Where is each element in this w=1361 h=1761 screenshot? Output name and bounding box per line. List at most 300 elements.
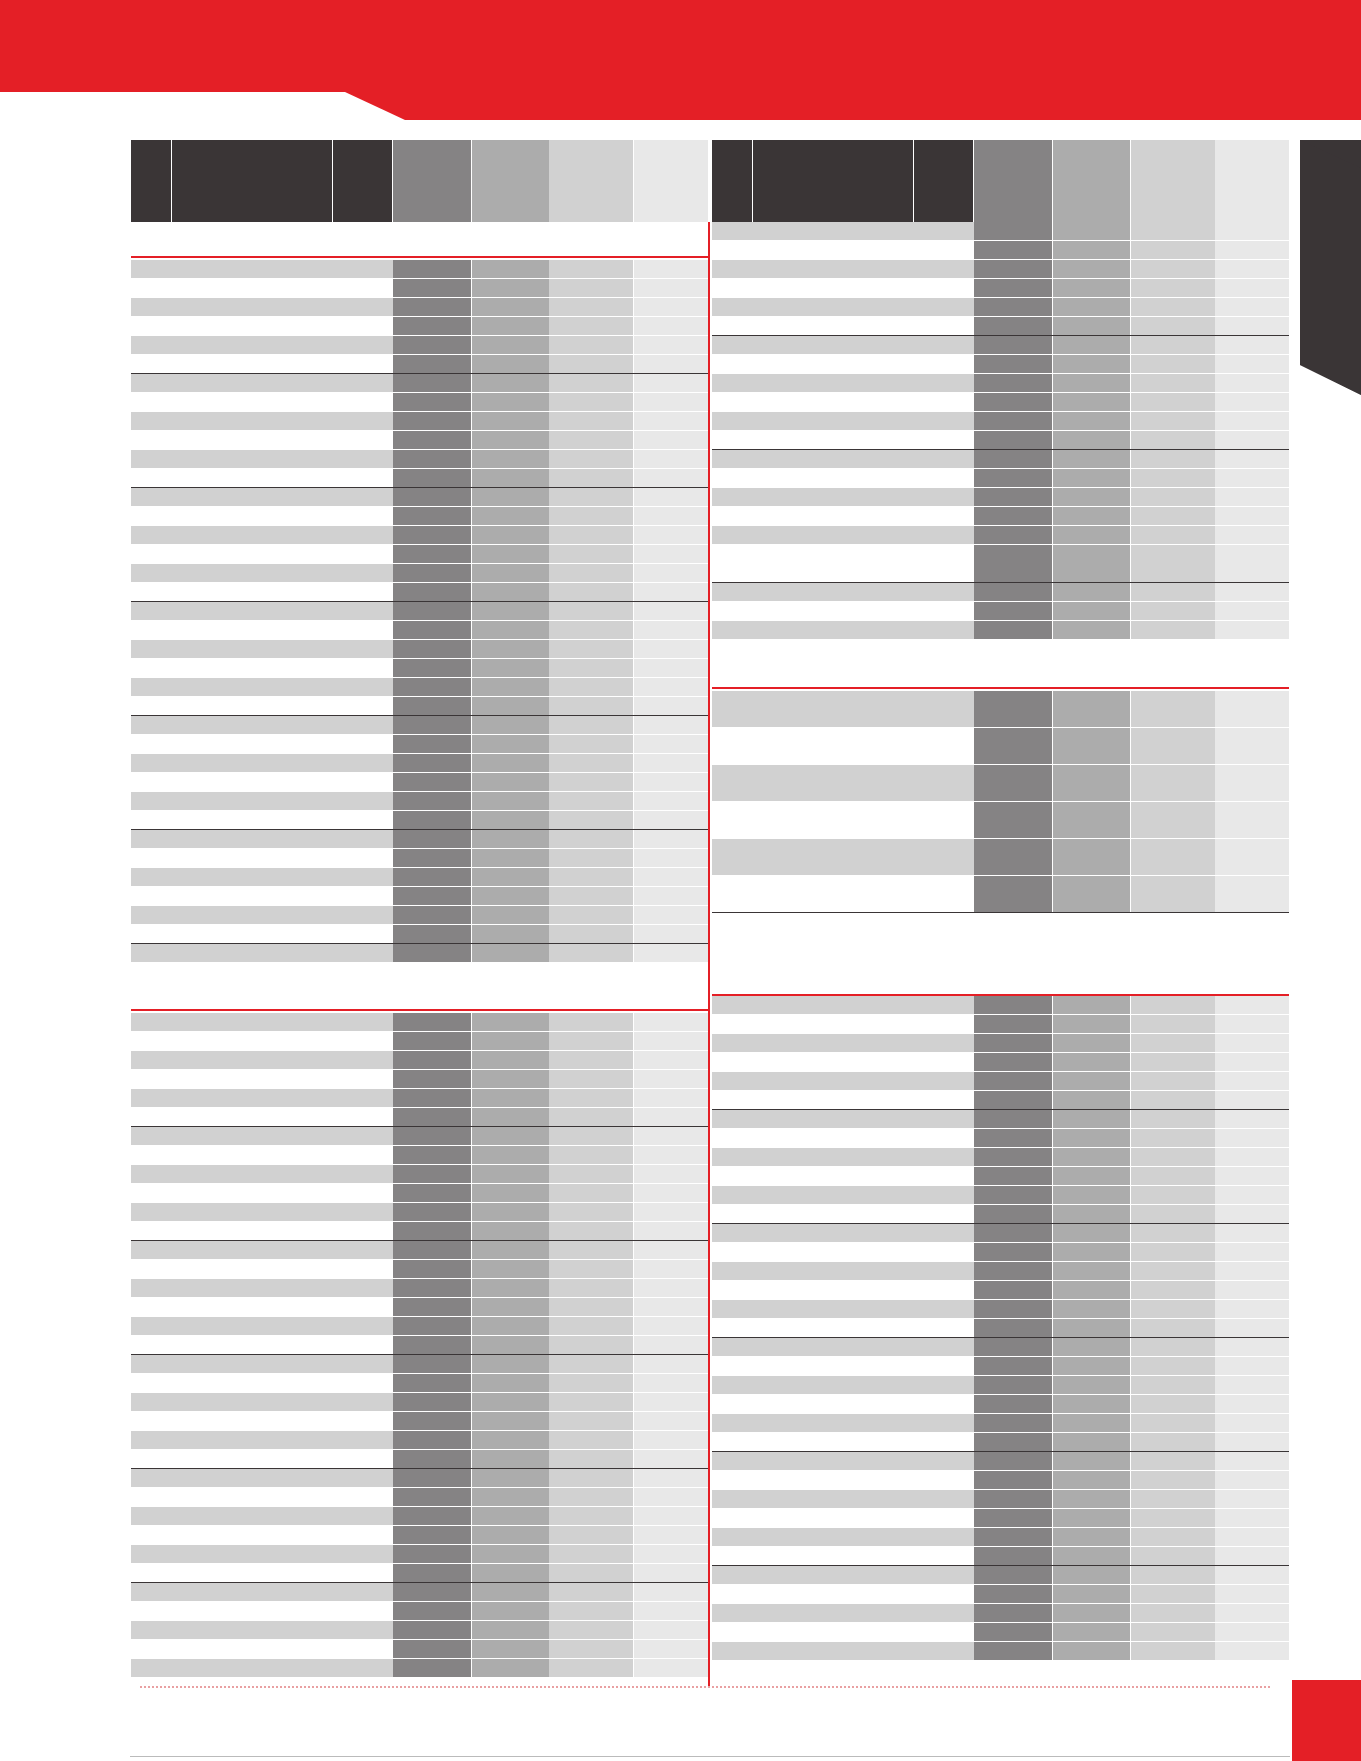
table-cell-left xyxy=(393,659,471,678)
table-cell-right xyxy=(1131,1357,1215,1376)
table-row-left xyxy=(131,1374,393,1393)
table-row-left xyxy=(131,393,393,412)
table-cell-left xyxy=(549,336,633,355)
table-cell-left xyxy=(472,488,549,507)
table-cell-right xyxy=(1215,412,1289,431)
table-cell-right xyxy=(1215,1053,1289,1072)
table-cell-left xyxy=(393,773,471,792)
table-cell-right xyxy=(1053,1338,1130,1357)
table-cell-left xyxy=(472,336,549,355)
table-cell-left xyxy=(549,1621,633,1640)
table-row-right xyxy=(712,1186,974,1205)
table-row-left xyxy=(131,488,393,507)
table-cell-right xyxy=(1053,1395,1130,1414)
table-cell-left xyxy=(634,1564,708,1583)
table-cell-right xyxy=(1131,1452,1215,1471)
table-row-right xyxy=(712,996,974,1015)
table-cell-right xyxy=(1053,876,1130,913)
table-cell-left xyxy=(472,1583,549,1602)
table-cell-right xyxy=(1131,222,1215,241)
table-cell-left xyxy=(634,355,708,374)
table-row-right xyxy=(712,1262,974,1281)
table-cell-right xyxy=(974,1281,1052,1300)
table-cell-left xyxy=(472,1051,549,1070)
table-cell-left xyxy=(472,1298,549,1317)
table-cell-left xyxy=(549,412,633,431)
section-rule-left-1 xyxy=(131,256,708,258)
table-cell-left xyxy=(634,1165,708,1184)
table-cell-right xyxy=(1215,1642,1289,1661)
table-cell-right xyxy=(1053,526,1130,545)
table-row-left xyxy=(131,735,393,754)
table-cell-right xyxy=(1053,1148,1130,1167)
table-cell-left xyxy=(549,260,633,279)
table-cell-right xyxy=(974,1072,1052,1091)
table-cell-left xyxy=(549,279,633,298)
table-row-right xyxy=(712,1129,974,1148)
table-cell-right xyxy=(1215,1547,1289,1566)
table-cell-left xyxy=(634,1640,708,1659)
table-cell-left xyxy=(549,754,633,773)
table-cell-left xyxy=(472,526,549,545)
table-cell-left xyxy=(393,1165,471,1184)
table-cell-left xyxy=(393,1184,471,1203)
table-cell-left xyxy=(634,1355,708,1374)
table-cell-right xyxy=(1215,1281,1289,1300)
table-cell-right xyxy=(1215,1072,1289,1091)
table-cell-left xyxy=(393,678,471,697)
table-row-right xyxy=(712,802,974,839)
table-cell-left xyxy=(472,868,549,887)
table-cell-left xyxy=(634,1336,708,1355)
table-cell-right xyxy=(1131,1129,1215,1148)
table-row-right xyxy=(712,317,974,336)
table-cell-left xyxy=(393,488,471,507)
table-cell-right xyxy=(974,1490,1052,1509)
table-row-left xyxy=(131,868,393,887)
header-dark-right-0 xyxy=(712,140,752,222)
table-row-left xyxy=(131,1013,393,1032)
table-cell-left xyxy=(634,697,708,716)
table-cell-left xyxy=(393,1659,471,1678)
table-cell-left xyxy=(634,431,708,450)
table-cell-left xyxy=(393,1640,471,1659)
table-cell-left xyxy=(549,1203,633,1222)
table-cell-left xyxy=(472,1659,549,1678)
table-cell-left xyxy=(549,1260,633,1279)
table-cell-right xyxy=(1053,412,1130,431)
table-cell-right xyxy=(1131,1604,1215,1623)
table-cell-left xyxy=(549,583,633,602)
table-cell-right xyxy=(1131,1091,1215,1110)
section-rule-right-1 xyxy=(712,687,1289,689)
table-cell-right xyxy=(974,1167,1052,1186)
table-row-left xyxy=(131,1545,393,1564)
table-cell-right xyxy=(1131,1205,1215,1224)
table-cell-left xyxy=(393,1469,471,1488)
table-cell-right xyxy=(1053,488,1130,507)
header-col-right-3 xyxy=(1215,140,1289,222)
table-cell-right xyxy=(974,1053,1052,1072)
table-row-left xyxy=(131,1146,393,1165)
table-cell-right xyxy=(1053,1072,1130,1091)
table-cell-left xyxy=(472,697,549,716)
table-row-right xyxy=(712,1015,974,1034)
table-cell-right xyxy=(974,1395,1052,1414)
table-cell-right xyxy=(1053,621,1130,640)
table-cell-left xyxy=(472,830,549,849)
table-cell-left xyxy=(549,1317,633,1336)
table-cell-left xyxy=(634,1127,708,1146)
table-cell-right xyxy=(1131,728,1215,765)
table-cell-right xyxy=(974,1433,1052,1452)
table-cell-left xyxy=(393,1507,471,1526)
table-cell-right xyxy=(1215,431,1289,450)
table-cell-right xyxy=(974,1585,1052,1604)
table-cell-right xyxy=(1131,1433,1215,1452)
table-row-left xyxy=(131,678,393,697)
table-cell-left xyxy=(634,583,708,602)
header-dark-left-1 xyxy=(172,140,332,222)
table-cell-left xyxy=(472,1545,549,1564)
table-cell-right xyxy=(1215,279,1289,298)
table-cell-right xyxy=(1215,1148,1289,1167)
table-cell-left xyxy=(472,659,549,678)
table-cell-left xyxy=(549,792,633,811)
header-col-left-3 xyxy=(634,140,708,222)
table-row-right xyxy=(712,241,974,260)
table-cell-left xyxy=(472,1336,549,1355)
table-cell-right xyxy=(974,317,1052,336)
table-cell-right xyxy=(1131,1319,1215,1338)
table-cell-left xyxy=(634,1450,708,1469)
table-cell-right xyxy=(974,488,1052,507)
table-row-left xyxy=(131,754,393,773)
table-cell-right xyxy=(1215,298,1289,317)
table-cell-right xyxy=(1131,602,1215,621)
table-cell-left xyxy=(634,1621,708,1640)
table-cell-left xyxy=(472,450,549,469)
table-cell-left xyxy=(393,1070,471,1089)
table-cell-left xyxy=(393,1222,471,1241)
table-cell-left xyxy=(634,1602,708,1621)
table-row-left xyxy=(131,1070,393,1089)
table-cell-left xyxy=(634,1222,708,1241)
table-cell-left xyxy=(634,1469,708,1488)
header-col-right-1 xyxy=(1053,140,1130,222)
table-row-left xyxy=(131,431,393,450)
table-cell-right xyxy=(1215,336,1289,355)
table-cell-right xyxy=(1053,1110,1130,1129)
table-row-right xyxy=(712,279,974,298)
table-cell-left xyxy=(634,1279,708,1298)
table-row-right xyxy=(712,1148,974,1167)
table-cell-left xyxy=(393,469,471,488)
table-cell-left xyxy=(549,355,633,374)
table-cell-right xyxy=(1053,996,1130,1015)
header-col-left-2 xyxy=(549,140,633,222)
table-cell-right xyxy=(1131,1547,1215,1566)
table-cell-left xyxy=(472,925,549,944)
table-cell-left xyxy=(393,868,471,887)
table-cell-right xyxy=(974,241,1052,260)
table-cell-left xyxy=(549,1355,633,1374)
table-row-left xyxy=(131,1051,393,1070)
table-row-left xyxy=(131,906,393,925)
table-cell-left xyxy=(393,1203,471,1222)
table-cell-right xyxy=(1053,1509,1130,1528)
table-cell-right xyxy=(974,355,1052,374)
table-row-right xyxy=(712,1395,974,1414)
table-cell-left xyxy=(634,393,708,412)
table-row-left xyxy=(131,1279,393,1298)
table-cell-right xyxy=(1053,545,1130,583)
table-cell-right xyxy=(1053,1319,1130,1338)
table-cell-left xyxy=(634,659,708,678)
table-cell-left xyxy=(549,944,633,963)
table-cell-right xyxy=(1053,1528,1130,1547)
table-cell-left xyxy=(472,1127,549,1146)
table-cell-left xyxy=(549,1450,633,1469)
table-row-right xyxy=(712,839,974,876)
table-cell-left xyxy=(549,1013,633,1032)
table-row-right xyxy=(712,1642,974,1661)
table-cell-right xyxy=(1215,1528,1289,1547)
table-cell-right xyxy=(1053,1262,1130,1281)
table-cell-right xyxy=(974,298,1052,317)
table-row-left xyxy=(131,1431,393,1450)
table-cell-left xyxy=(549,431,633,450)
table-cell-right xyxy=(1215,450,1289,469)
table-row-left xyxy=(131,317,393,336)
table-cell-left xyxy=(549,1640,633,1659)
table-cell-right xyxy=(1131,1015,1215,1034)
table-cell-left xyxy=(549,469,633,488)
table-cell-right xyxy=(1053,839,1130,876)
table-cell-left xyxy=(549,1184,633,1203)
table-cell-right xyxy=(974,545,1052,583)
table-cell-left xyxy=(634,1146,708,1165)
header-dark-left-2 xyxy=(333,140,392,222)
table-row-right xyxy=(712,431,974,450)
table-cell-left xyxy=(634,1108,708,1127)
table-cell-right xyxy=(974,1148,1052,1167)
table-cell-left xyxy=(472,1431,549,1450)
table-cell-right xyxy=(1053,1053,1130,1072)
table-cell-right xyxy=(1131,1110,1215,1129)
table-cell-right xyxy=(1053,802,1130,839)
table-cell-right xyxy=(1053,355,1130,374)
table-cell-right xyxy=(1215,1452,1289,1471)
table-cell-left xyxy=(549,716,633,735)
table-cell-right xyxy=(1053,1471,1130,1490)
table-cell-left xyxy=(634,925,708,944)
table-row-left xyxy=(131,1298,393,1317)
table-cell-left xyxy=(634,830,708,849)
table-cell-right xyxy=(1215,1376,1289,1395)
table-row-right xyxy=(712,1566,974,1585)
footer-rule xyxy=(130,1756,1290,1757)
table-cell-right xyxy=(974,1547,1052,1566)
table-cell-left xyxy=(393,697,471,716)
table-cell-right xyxy=(974,336,1052,355)
table-row-left xyxy=(131,792,393,811)
table-cell-left xyxy=(393,260,471,279)
table-cell-right xyxy=(1053,1566,1130,1585)
table-cell-left xyxy=(634,317,708,336)
table-cell-right xyxy=(974,1015,1052,1034)
table-cell-left xyxy=(472,1355,549,1374)
table-cell-left xyxy=(472,469,549,488)
table-row-right xyxy=(712,1604,974,1623)
table-cell-left xyxy=(634,279,708,298)
table-cell-left xyxy=(393,1260,471,1279)
table-cell-right xyxy=(1215,1357,1289,1376)
header-col-left-1 xyxy=(472,140,549,222)
table-cell-right xyxy=(1053,1281,1130,1300)
table-cell-left xyxy=(472,811,549,830)
table-row-right xyxy=(712,1281,974,1300)
table-row-left xyxy=(131,1317,393,1336)
table-cell-right xyxy=(974,876,1052,913)
table-row-left xyxy=(131,1355,393,1374)
table-cell-left xyxy=(393,1583,471,1602)
table-row-left xyxy=(131,1412,393,1431)
table-cell-left xyxy=(549,602,633,621)
table-row-left xyxy=(131,1621,393,1640)
table-cell-left xyxy=(472,431,549,450)
table-row-right xyxy=(712,412,974,431)
table-cell-right xyxy=(1215,1604,1289,1623)
table-cell-left xyxy=(634,1317,708,1336)
table-cell-left xyxy=(549,1545,633,1564)
table-cell-left xyxy=(549,545,633,564)
table-cell-right xyxy=(1215,728,1289,765)
table-cell-right xyxy=(1131,1642,1215,1661)
table-cell-right xyxy=(1053,1129,1130,1148)
table-cell-right xyxy=(1215,1509,1289,1528)
table-cell-right xyxy=(1131,1034,1215,1053)
table-cell-left xyxy=(472,735,549,754)
table-row-left xyxy=(131,1184,393,1203)
table-cell-left xyxy=(393,716,471,735)
table-cell-right xyxy=(1215,317,1289,336)
table-cell-left xyxy=(634,469,708,488)
table-cell-left xyxy=(549,1089,633,1108)
table-cell-right xyxy=(1131,545,1215,583)
table-cell-right xyxy=(1215,1490,1289,1509)
table-cell-right xyxy=(974,1623,1052,1642)
banner-shape xyxy=(0,0,1361,120)
table-cell-left xyxy=(634,507,708,526)
table-cell-left xyxy=(472,906,549,925)
table-cell-left xyxy=(393,906,471,925)
table-row-left xyxy=(131,1393,393,1412)
table-row-right xyxy=(712,1585,974,1604)
table-cell-left xyxy=(472,1602,549,1621)
table-cell-left xyxy=(393,1127,471,1146)
table-cell-right xyxy=(1053,241,1130,260)
table-cell-left xyxy=(472,1032,549,1051)
table-cell-right xyxy=(1131,802,1215,839)
table-cell-right xyxy=(1131,393,1215,412)
table-cell-left xyxy=(472,773,549,792)
table-row-right xyxy=(712,507,974,526)
table-cell-left xyxy=(393,412,471,431)
table-cell-left xyxy=(634,1070,708,1089)
table-cell-left xyxy=(472,640,549,659)
header-col-right-0 xyxy=(974,140,1052,222)
table-cell-right xyxy=(1215,355,1289,374)
table-row-left xyxy=(131,1222,393,1241)
table-cell-right xyxy=(1053,507,1130,526)
table-row-left xyxy=(131,1602,393,1621)
table-row-left xyxy=(131,1583,393,1602)
table-row-left xyxy=(131,773,393,792)
table-cell-right xyxy=(974,1528,1052,1547)
table-row-left xyxy=(131,1089,393,1108)
table-cell-left xyxy=(634,298,708,317)
table-cell-right xyxy=(1053,1167,1130,1186)
table-cell-left xyxy=(472,1184,549,1203)
header-dark-right-2 xyxy=(914,140,973,222)
table-cell-left xyxy=(549,1374,633,1393)
table-cell-right xyxy=(1215,526,1289,545)
table-row-left xyxy=(131,830,393,849)
table-row-right xyxy=(712,876,974,913)
table-cell-right xyxy=(1215,1471,1289,1490)
table-cell-right xyxy=(974,412,1052,431)
table-cell-left xyxy=(393,811,471,830)
table-row-right xyxy=(712,336,974,355)
table-cell-left xyxy=(472,317,549,336)
table-cell-right xyxy=(1053,1490,1130,1509)
table-cell-right xyxy=(1215,1395,1289,1414)
table-cell-right xyxy=(1053,1642,1130,1661)
table-cell-left xyxy=(549,1336,633,1355)
table-cell-right xyxy=(1215,1167,1289,1186)
table-cell-left xyxy=(393,1032,471,1051)
table-cell-right xyxy=(974,1566,1052,1585)
table-row-left xyxy=(131,526,393,545)
table-cell-left xyxy=(634,773,708,792)
table-cell-left xyxy=(472,1279,549,1298)
table-row-left xyxy=(131,279,393,298)
table-row-left xyxy=(131,374,393,393)
table-cell-left xyxy=(393,1621,471,1640)
table-cell-right xyxy=(1215,1623,1289,1642)
table-cell-left xyxy=(549,317,633,336)
table-cell-left xyxy=(549,1659,633,1678)
table-row-left xyxy=(131,887,393,906)
table-row-right xyxy=(712,1623,974,1642)
table-row-left xyxy=(131,1336,393,1355)
footer-dotted-rule xyxy=(140,1686,1270,1688)
table-cell-left xyxy=(472,1317,549,1336)
table-cell-right xyxy=(1215,621,1289,640)
table-cell-left xyxy=(472,545,549,564)
table-cell-right xyxy=(1131,1414,1215,1433)
table-row-right xyxy=(712,1072,974,1091)
table-cell-right xyxy=(974,839,1052,876)
table-cell-right xyxy=(974,691,1052,728)
table-cell-left xyxy=(472,1526,549,1545)
table-cell-right xyxy=(974,1338,1052,1357)
table-row-left xyxy=(131,1241,393,1260)
table-cell-right xyxy=(1053,1091,1130,1110)
table-cell-left xyxy=(549,621,633,640)
table-cell-right xyxy=(1215,488,1289,507)
